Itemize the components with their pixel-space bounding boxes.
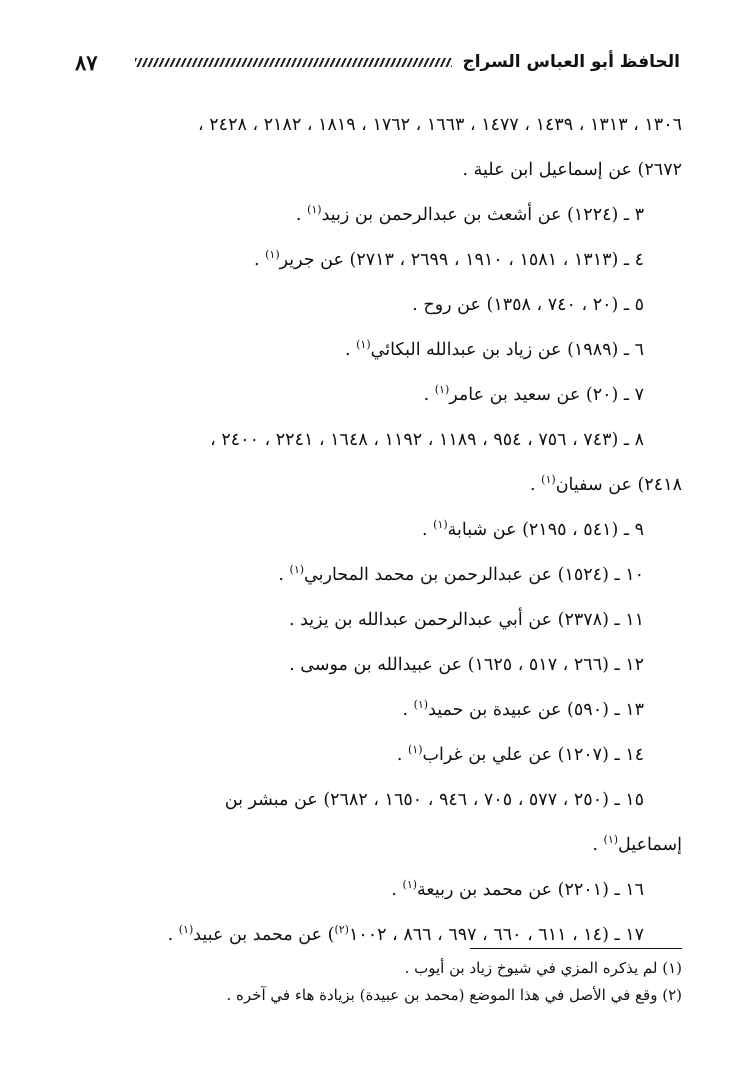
text-line: ١٣٠٦ ، ١٣١٣ ، ١٤٣٩ ، ١٤٧٧ ، ١٦٦٣ ، ١٧٦٢ ، ١٨١٩ ، ٢١٨٢ ، ٢٤٢٨ ، (198, 115, 682, 135)
text-line: ٢٤١٨) عن سفيان$^{(١)}$ . (530, 473, 682, 495)
list-item: ١٢ ـ (٢٦٦ ، ٥١٧ ، ١٦٢٥) عن عبيدالله بن موسى . (289, 655, 644, 675)
footnote-marker: (١) (433, 518, 448, 532)
text-line: إسماعيل$^{(١)}$ . (592, 833, 682, 855)
main-text (68, 103, 682, 958)
list-item: ١٧ ـ (١٤ ، ٦١١ ، ٦٦٠ ، ٦٩٧ ، ٨٦٦ ، ١٠٠٢$^{(٢)}$) عن محمد بن عبيد$^{(١)}$ . (167, 923, 644, 945)
footnote-marker: (٢) (334, 923, 349, 937)
text-line: ٢٦٧٢) عن إسماعيل ابن علية . (462, 160, 682, 180)
list-item: ٦ ـ (١٩٨٩) عن زياد بن عبدالله البكائي$^{(١)}$ . (344, 338, 644, 360)
footnote: (٢) وقع في الأصل في هذا الموضع (محمد بن عبيدة) بزيادة هاء في آخره . (226, 986, 682, 1004)
footnote-marker: (١) (541, 473, 556, 487)
footnote-marker: (١) (407, 743, 423, 757)
running-title: الحافظ أبو العباس السراج (462, 52, 680, 72)
footnote-marker: (١) (307, 203, 322, 217)
list-item: ١١ ـ (٢٣٧٨) عن أبي عبدالرحمن عبدالله بن يزيد . (289, 610, 644, 630)
list-item: ٩ ـ (٥٤١ ، ٢١٩٥) عن شبابة$^{(١)}$ . (422, 518, 644, 540)
footnote-marker: (١) (434, 383, 450, 397)
footnote-divider (470, 948, 682, 949)
list-item: ١٥ ـ (٢٥٠ ، ٥٧٧ ، ٧٠٥ ، ٩٤٦ ، ١٦٥٠ ، ٢٦٨٢) عن مبشر بن (224, 790, 644, 810)
footnote-marker: (١) (603, 833, 619, 847)
footnote-marker: (١) (356, 338, 371, 352)
page-number: ٨٧ (75, 49, 98, 75)
list-item: ٤ ـ (١٣١٣ ، ١٥٨١ ، ١٩١٠ ، ٢٦٩٩ ، ٢٧١٣) عن جرير$^{(١)}$ . (253, 248, 644, 270)
header-ornament (135, 58, 452, 67)
list-item: ٣ ـ (١٢٢٤) عن أشعث بن عبدالرحمن بن زبيد$^{(١)}$ . (295, 203, 644, 225)
list-item: ١٣ ـ (٥٩٠) عن عبيدة بن حميد$^{(١)}$ . (402, 698, 644, 720)
footnote-marker: (١) (289, 563, 305, 577)
list-item: ١٦ ـ (٢٢٠١) عن محمد بن ربيعة$^{(١)}$ . (391, 878, 644, 900)
footnotes (68, 955, 682, 1009)
list-item: ١٠ ـ (١٥٢٤) عن عبدالرحمن بن محمد المحاربي$^{(١)}$ . (278, 563, 644, 585)
page-header (75, 44, 680, 80)
list-item: ٨ ـ (٧٤٣ ، ٧٥٦ ، ٩٥٤ ، ١١٨٩ ، ١١٩٢ ، ١٦٤٨ ، ٢٢٤١ ، ٢٤٠٠ ، (210, 430, 644, 450)
footnote: (١) لم يذكره المزي في شيوخ زياد بن أيوب . (404, 959, 682, 977)
footnote-marker: (١) (413, 698, 429, 712)
footnote-marker: (١) (402, 878, 418, 892)
list-item: ١٤ ـ (١٢٠٧) عن علي بن غراب$^{(١)}$ . (396, 743, 644, 765)
list-item: ٧ ـ (٢٠) عن سعيد بن عامر$^{(١)}$ . (423, 383, 644, 405)
footnote-marker: (١) (178, 923, 194, 937)
footnote-marker: (١) (265, 248, 280, 262)
list-item: ٥ ـ (٢٠ ، ٧٤٠ ، ١٣٥٨) عن روح . (412, 295, 644, 315)
